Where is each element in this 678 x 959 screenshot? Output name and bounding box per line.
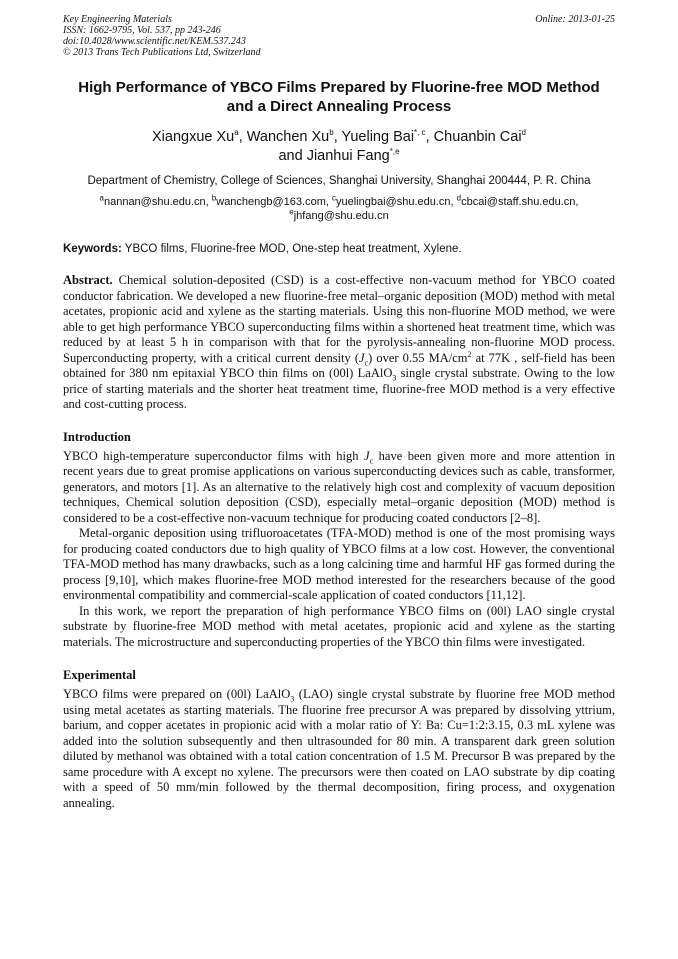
experimental-heading: Experimental [63,668,136,682]
author-sup: b [329,128,334,138]
email-link[interactable]: cbcai@staff.shu.edu.cn [461,196,576,208]
paragraph-text: YBCO films were prepared on (00l) LaAlO [63,687,291,701]
author-separator: , [425,129,434,145]
author-sup: *,e [389,147,400,157]
email-link[interactable]: wanchengb@163.com [216,196,326,208]
jc-symbol: J [364,448,370,463]
email-sup: e [289,207,294,217]
journal-header [63,14,615,58]
author-name: Chuanbin Cai [433,129,522,145]
journal-name: Key Engineering Materials [63,14,172,25]
author-name: Xiangxue Xu [152,129,235,145]
abstract-text: ) over 0.55 MA/cm [368,350,468,365]
abstract [63,273,615,413]
author-separator: , [333,129,342,145]
email-sup: c [332,193,336,203]
paper-title: High Performance of YBCO Films Prepared by Fluorine-free MOD Method and a Direct Annealing Process [78,79,600,115]
paragraph-text: have been given more and more attention in recent years due to great promise applications on various superconducting devices such as cable, transformer, generators, and motors [1]. As an alternative to the relatively high cost and complexity of vacuum deposition techniques, Chemical solution deposition (CSD), especially metal–organic deposition (MOD) method is considered to be a cost-effective non-vacuum technique for producing coated conductors [2–8]. [63,448,615,525]
introduction-paragraph: Metal-organic deposition using trifluoroacetates (TFA-MOD) method is one of the most promising ways for producing coated conductors due to high quality of YBCO films at a low cost. However, the conventional TFA-MOD method has many drawbacks, such as a long calcining time and harmful HF gas formed during the process [9,10], which makes fluorine-free MOD method interested for the researchers because of the good environmental compatibility and commercial-scale application of coated conductors [11,12]. [63,526,615,602]
jc-subscript: c [364,358,369,367]
abstract-label: Abstract. [63,273,113,287]
jc-subscript: c [369,456,374,465]
doi-line: doi:10.4028/www.scientific.net/KEM.537.243 [63,36,246,47]
abstract-text: single crystal substrate. Owing to the low price of starting materials and the shorter heat treatment time, fluorine-free MOD method is a very effective and cost-cutting process. [63,366,615,411]
author-name: Jianhui Fang [306,148,390,164]
abstract-text: at 77K , self-field has been obtained for 380 nm epitaxial YBCO thin films on (00l) LaAlO [63,350,615,380]
email-link[interactable]: nannan@shu.edu.cn [103,196,206,208]
email-link[interactable]: jhfang@shu.edu.cn [293,210,389,222]
email-link[interactable]: yuelingbai@shu.edu.cn [336,196,451,208]
affiliation: Department of Chemistry, College of Sciences, Shanghai University, Shanghai 200444, P. R. China [87,175,591,187]
introduction-paragraph [63,449,615,527]
author-separator: , [238,129,247,145]
issn-line: ISSN: 1662-9795, Vol. 537, pp 243-246 [63,25,221,36]
author-name: Yueling Bai [341,129,415,145]
introduction-paragraph: In this work, we report the preparation of high performance YBCO films on (00l) LAO single crystal substrate by fluorine-free MOD method with metal acetates, propionic acid and xylene as the starting materials. The microstructure and superconducting properties of the YBCO thin films were investigated. [63,603,615,649]
author-name: Wanchen Xu [246,129,330,145]
keywords-text: YBCO films, Fluorine-free MOD, One-step heat treatment, Xylene. [121,243,462,255]
email-sup: b [211,193,217,203]
author-sup: a [234,128,239,138]
author-sup: d [521,128,526,138]
author-and: and [278,148,307,164]
author-sup: *, c [414,128,426,138]
unit-superscript: 2 [467,349,472,359]
formula-subscript: 3 [290,694,295,704]
email-sup: a [99,193,104,203]
keywords-label: Keywords: [63,243,122,255]
abstract-text: Chemical solution-deposited (CSD) is a cost-effective non-vacuum method for YBCO coated conductor fabrication. We developed a new fluorine-free metal–organic deposition (MOD) method with metal acetates, propionic acid and xylene as the starting materials. Using this non-fluorine MOD method, we were able to get high performance YBCO superconducting films within a shortened heat treatment time, which was reduced by at least 5 h in comparison with that for the pyrolysis-annealing non-fluorine MOD process. Superconducting property, with a critical current density ( [63,273,615,365]
online-date: Online: 2013-01-25 [535,14,615,25]
author-list [63,128,615,166]
introduction-heading: Introduction [63,429,131,444]
paragraph-text: (LAO) single crystal substrate by fluorine free MOD method using metal acetates as starting materials. The fluorine free precursor A was prepared by dissolving yttrium, barium, and copper acetates in propionic acid with a molar ratio of Y: Ba: Cu=1:2:3.15, 0.3 mL xylene was added into the solution subsequently and then ultrasounded for 80 min. A transparent dark green solution diluted by methanol was obtained with a total cation concentration of 1.5 M. Precursor B was prepared by the same procedure with A except no xylene. The precursors were then coated on LAO substrate by dip coating with a speed of 50 mm/min followed by the thermal decomposition, firing process, and oxygenation annealing. [63,687,615,810]
copyright-line: © 2013 Trans Tech Publications Ltd, Switzerland [63,47,261,58]
formula-subscript: 3 [392,373,397,383]
email-sup: d [456,193,462,203]
email-list: $^a$nannan@shu.edu.cn, $^b$wanchengb@163.com, $^c$yuelingbai@shu.edu.cn, $^d$cbcai@staff.shu.edu.cn, $^e$jhfang@shu.edu.cn [99,193,579,222]
paragraph-text: YBCO high-temperature superconductor films with high [63,448,365,463]
keywords [63,242,615,257]
jc-symbol: J [359,350,365,365]
experimental-paragraph [63,687,615,811]
